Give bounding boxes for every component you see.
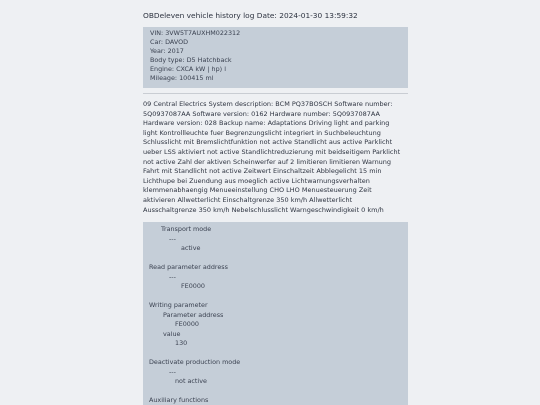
value-value: 130	[175, 339, 188, 347]
writing-parameter-title: Writing parameter	[149, 301, 208, 309]
read-parameter-address-title: Read parameter address	[149, 263, 228, 271]
deactivate-production-mode-title: Deactivate production mode	[149, 358, 241, 366]
year-line: Year: 2017	[150, 47, 184, 56]
log-title: OBDeleven vehicle history log	[143, 11, 255, 20]
parameters-box	[143, 222, 408, 405]
control-unit-description: 09 Central Electrics System description: BCM PQ37BOSCH Software number: 5Q0937087AA Software version: 0162 Hardware number: 5Q0937087AA Hardware version: 028 Backup name: Adaptations Driving light and parking light Kontrollleuchte fuer Begrenzungslicht integriert in Suchbeleuchtung Schlusslicht mit Bremslichtfunktion not active Standlicht aus active Parklicht ueber LSS aktiviert not active Standlichtreduzierung mit beidseitigem Parklicht not active Zahl der aktiven Scheinwerfer auf 2 limitieren limitieren Warnung Fahrt mit Standlicht not active Zeitwert Einschaltzeit Abblegelicht 15 min Lichthupe bei Zuendung aus moeglich active Lichtwarnungsverhalten klemmenabhaengig Menueeinstellung CHO LHO Menuesteuerung Zeit aktivieren Allwetterlicht Einschaltgrenze 350 km/h Allwetterlicht Ausschaltgrenze 350 km/h Nebelschlusslicht Warngeschwindigkeit 0 km/h	[143, 100, 401, 214]
vehicle-info-box	[143, 27, 408, 88]
car-line: Car: DAVOD	[150, 38, 189, 47]
transport-mode-dash: ---	[169, 234, 176, 243]
parameter-address-label: Parameter address	[163, 310, 224, 319]
value-label: value	[163, 329, 181, 338]
transport-mode-title: Transport mode	[161, 225, 212, 233]
auxiliary-functions-title: Auxiliary functions	[149, 396, 209, 404]
mileage-line: Mileage: 100415 ml	[150, 74, 214, 83]
parameter-address-value: FE0000	[175, 320, 199, 328]
log-date: 2024-01-30 13:59:32	[279, 11, 358, 20]
section-divider	[143, 93, 408, 94]
date-label: Date:	[256, 11, 277, 20]
transport-mode-value: active	[181, 244, 201, 252]
read-parameter-address-dash: ---	[169, 272, 176, 281]
body-type-line: Body type: D5 Hatchback	[150, 56, 232, 65]
vin-line: VIN: 3VW5T7AUXHM022312	[150, 29, 241, 37]
log-header	[143, 11, 358, 21]
read-parameter-address-value: FE0000	[181, 282, 205, 290]
engine-line: Engine: CXCA kW | hp) l	[150, 65, 226, 74]
deactivate-production-mode-dash: ---	[169, 367, 176, 376]
deactivate-production-mode-value: not active	[175, 377, 207, 385]
